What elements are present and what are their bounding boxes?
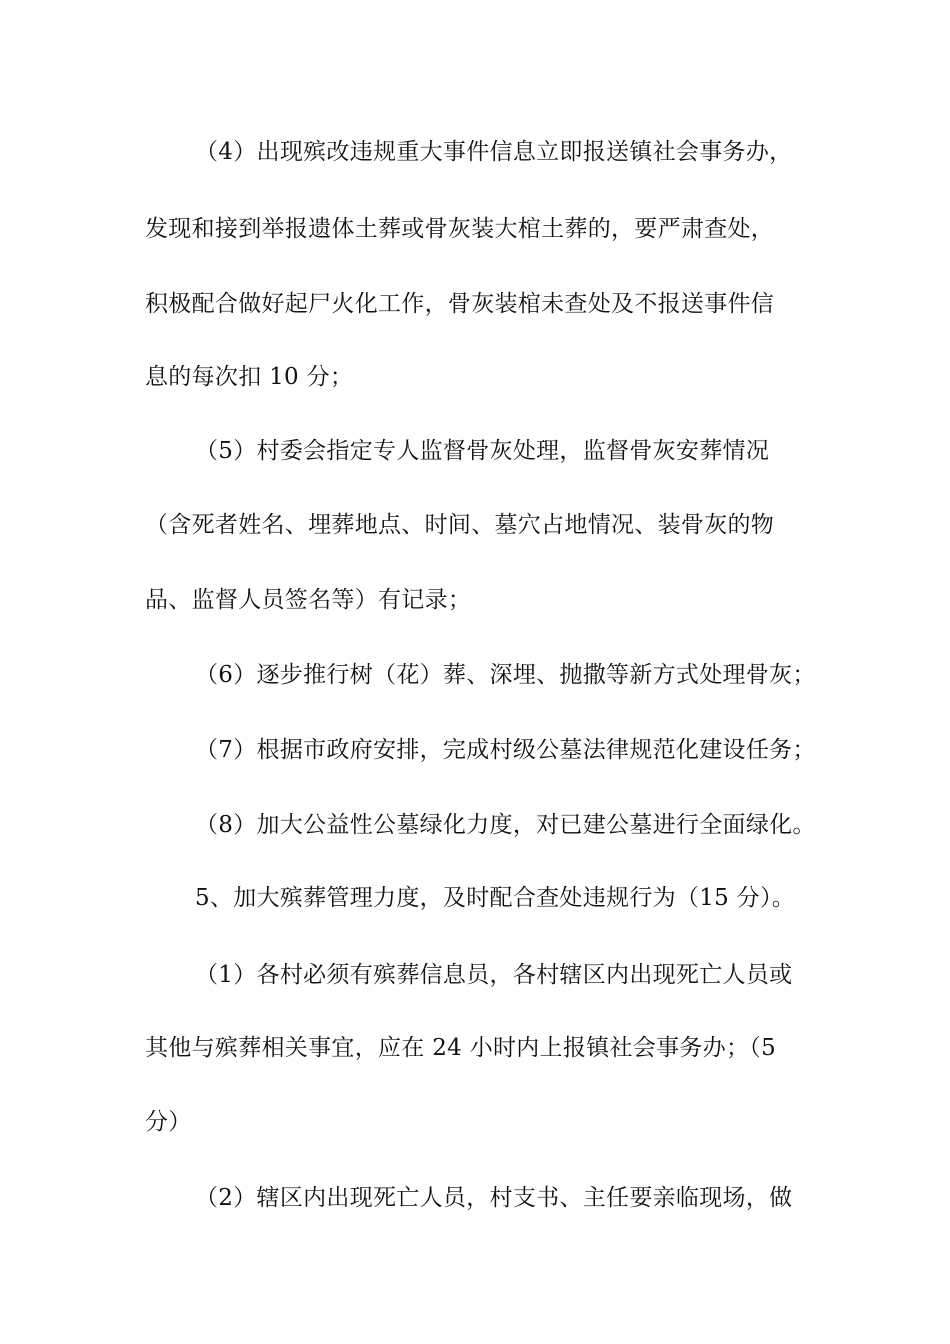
paragraph-line: 积极配合做好起尸火化工作，骨灰装棺未查处及不报送事件信 — [145, 291, 775, 317]
paragraph-line: （7）根据市政府安排，完成村级公墓法律规范化建设任务； — [195, 737, 816, 763]
paragraph-line: 发现和接到举报遗体土葬或骨灰装大棺土葬的，要严肃查处， — [145, 216, 775, 242]
paragraph-line: （1）各村必须有殡葬信息员，各村辖区内出现死亡人员或 — [195, 962, 793, 988]
paragraph-line: （2）辖区内出现死亡人员，村支书、主任要亲临现场，做 — [195, 1185, 793, 1211]
paragraph-line: 其他与殡葬相关事宜，应在 24 小时内上报镇社会事务办；（5 — [145, 1035, 777, 1061]
paragraph-line: （含死者姓名、埋葬地点、时间、墓穴占地情况、装骨灰的物 — [145, 512, 775, 538]
section-heading: 5、加大殡葬管理力度，及时配合查处违规行为（15 分）。 — [195, 885, 796, 911]
paragraph-line: 分） — [145, 1109, 192, 1135]
paragraph-line: 息的每次扣 10 分； — [145, 364, 354, 390]
paragraph-line: （5）村委会指定专人监督骨灰处理，监督骨灰安葬情况 — [195, 438, 770, 464]
paragraph-line: （4）出现殡改违规重大事件信息立即报送镇社会事务办， — [195, 139, 793, 165]
paragraph-line: （8）加大公益性公墓绿化力度，对已建公墓进行全面绿化。 — [195, 812, 816, 838]
paragraph-line: （6）逐步推行树（花）葬、深埋、抛撒等新方式处理骨灰； — [195, 662, 816, 688]
paragraph-line: 品、监督人员签名等）有记录； — [145, 587, 472, 613]
